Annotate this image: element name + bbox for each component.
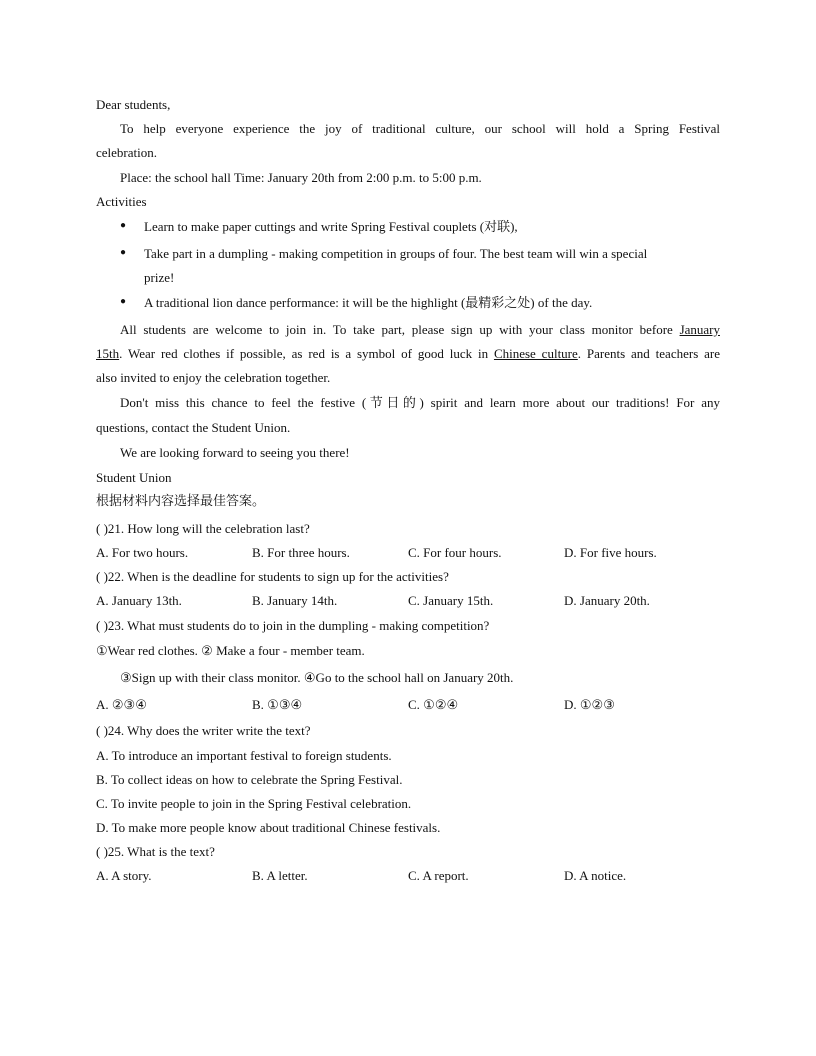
question-23-items-line-1: ①Wear red clothes. ② Make a four - member team. [96,643,365,658]
question-21: ( )21. How long will the celebration last? [96,521,310,536]
question-22: ( )22. When is the deadline for students to sign up for the activities? [96,569,449,584]
activities-heading: Activities [96,194,147,209]
option-b: B. ①③④ [252,697,303,712]
greeting: Dear students, [96,97,171,112]
signup-text-3: . Parents and teachers are [577,346,720,361]
instruction: 根据材料内容选择最佳答案。 [96,494,266,509]
option-b: B. To collect ideas on how to celebrate the Spring Festival. [96,772,403,787]
option-c: C. To invite people to join in the Spring Festival celebration. [96,796,412,811]
option-d: D. To make more people know about traditional Chinese festivals. [96,820,441,835]
place-time-line: Place: the school hall Time: January 20th from 2:00 p.m. to 5:00 p.m. [120,170,482,185]
festive-paragraph-line-1: Don't miss this chance to feel the festive (节日的) spirit and learn more about our traditions! For any [120,395,720,410]
activity-item-2-line-1: Take part in a dumpling - making competition in groups of four. The best team will win a special [144,246,648,261]
option-c: C. For four hours. [408,545,502,560]
question-23: ( )23. What must students do to join in the dumpling - making competition? [96,618,490,633]
option-c: C. January 15th. [408,593,494,608]
bullet-icon: ● [120,296,127,307]
option-a: A. January 13th. [96,593,182,608]
option-a: A. To introduce an important festival to foreign students. [96,748,392,763]
option-b: B. January 14th. [252,593,338,608]
signup-text: All students are welcome to join in. To take part, please sign up with your class monitor before [120,322,680,337]
option-d: D. January 20th. [564,593,650,608]
option-c: C. A report. [408,868,469,883]
closing-line: We are looking forward to seeing you there! [120,445,350,460]
signature: Student Union [96,470,172,485]
activity-item-3: A traditional lion dance performance: it will be the highlight (最精彩之处) of the day. [144,295,593,310]
signup-paragraph-line-3: also invited to enjoy the celebration together. [96,370,331,385]
option-d: D. A notice. [564,868,627,883]
chinese-culture-underlined: Chinese culture [493,346,578,361]
question-23-items-line-2: ③Sign up with their class monitor. ④Go to the school hall on January 20th. [120,670,514,685]
signup-text-2: . Wear red clothes if possible, as red is a symbol of good luck in [119,346,494,361]
activity-item-1: Learn to make paper cuttings and write Spring Festival couplets (对联), [144,219,518,234]
option-d: D. For five hours. [564,545,657,560]
deadline-underlined: January [679,322,720,337]
bullet-icon: ● [120,247,127,258]
signup-paragraph-line-1 [120,323,720,336]
signup-paragraph-line-2 [96,347,720,360]
option-b: B. A letter. [252,868,308,883]
option-b: B. For three hours. [252,545,350,560]
intro-paragraph-line-1: To help everyone experience the joy of traditional culture, our school will hold a Spring Festival [120,121,720,136]
question-24: ( )24. Why does the writer write the text? [96,723,311,738]
option-c: C. ①②④ [408,697,459,712]
question-25: ( )25. What is the text? [96,844,215,859]
option-a: A. ②③④ [96,697,147,712]
bullet-icon: ● [120,220,127,231]
activity-item-2-line-2: prize! [144,270,175,285]
option-a: A. A story. [96,868,152,883]
option-d: D. ①②③ [564,697,615,712]
intro-paragraph-line-2: celebration. [96,145,157,160]
festive-paragraph-line-2: questions, contact the Student Union. [96,420,291,435]
option-a: A. For two hours. [96,545,189,560]
deadline-underlined-cont: 15th [96,346,120,361]
